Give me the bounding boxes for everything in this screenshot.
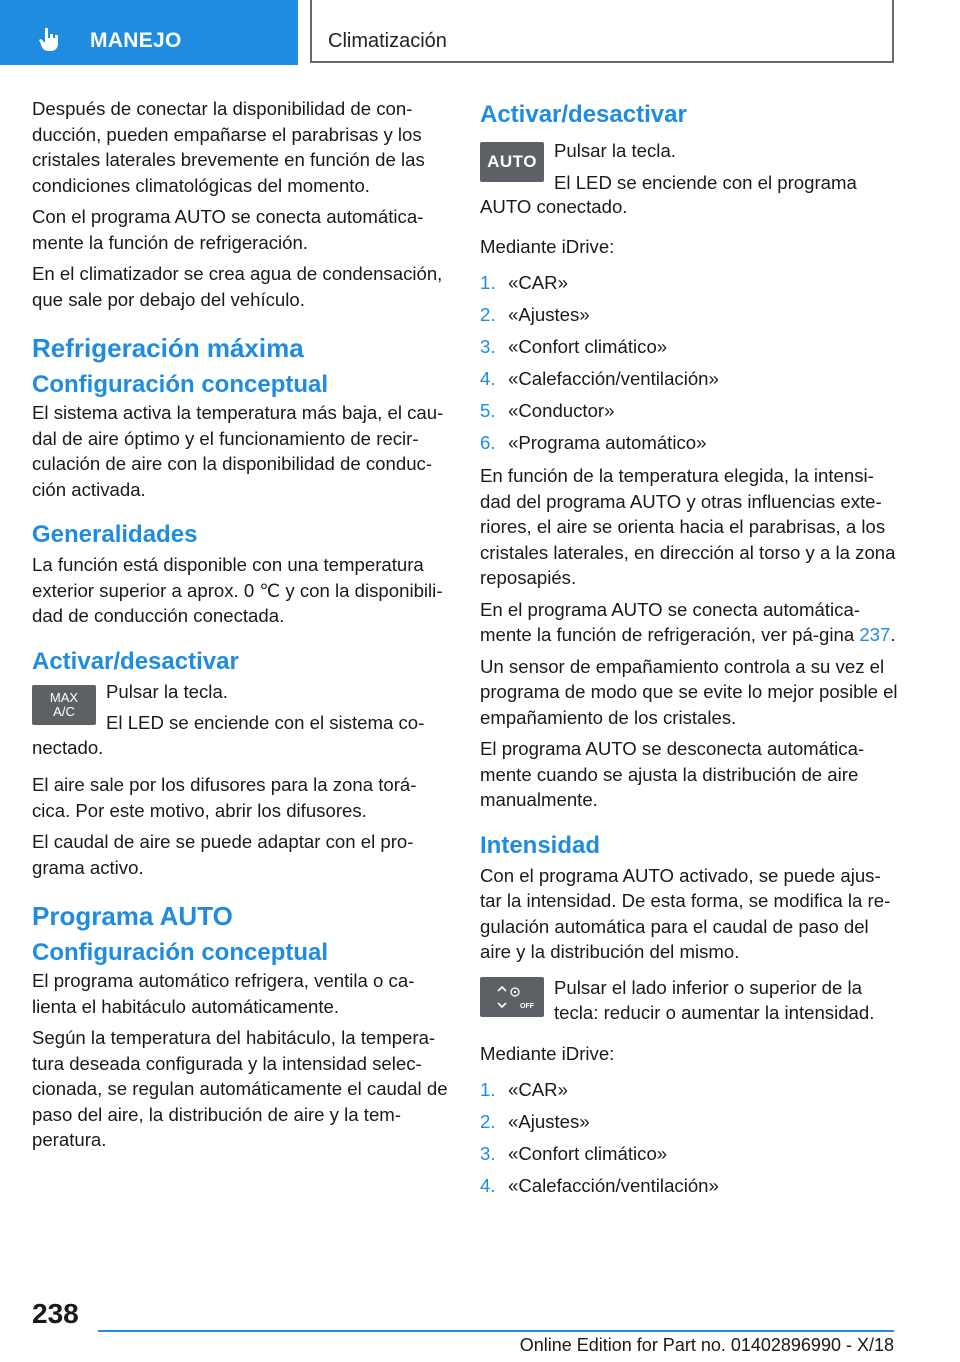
chapter-title: Climatización bbox=[328, 30, 447, 52]
key-label: MAX bbox=[49, 689, 79, 705]
paragraph: En el climatizador se crea agua de condensación, que sale por debajo del vehículo. bbox=[32, 263, 443, 310]
list-item: 5. «Conductor» bbox=[480, 400, 615, 421]
intensity-key-icon bbox=[480, 977, 544, 1017]
fan-intensity-icon bbox=[492, 982, 532, 1012]
list-item: 1. «CAR» bbox=[480, 1079, 568, 1100]
paragraph: Con el programa AUTO activado, se puede ajus-tar la intensidad. De esta forma, se modifica la re-gulación automática para el caudal de paso del aire y la distribución del mismo. bbox=[480, 864, 891, 962]
max-ac-key-icon bbox=[32, 685, 96, 725]
hand-pointer-icon bbox=[38, 26, 62, 52]
paragraph: Pulsar la tecla. bbox=[554, 140, 676, 161]
page-link[interactable]: 237 bbox=[859, 624, 891, 645]
paragraph: Mediante iDrive: bbox=[480, 235, 615, 257]
paragraph: Pulsar la tecla. bbox=[106, 680, 228, 702]
intensity-instruction bbox=[480, 975, 898, 1041]
auto-key-icon bbox=[480, 142, 544, 182]
paragraph: Después de conectar la disponibilidad de con-ducción, pueden empañarse el parabrisas y los cristales laterales brevemente en función de las condiciones climatológicas del momento. bbox=[32, 98, 425, 196]
paragraph: nectado. bbox=[32, 736, 104, 758]
list-item: 1. «CAR» bbox=[480, 272, 568, 293]
maxac-instruction bbox=[32, 679, 450, 739]
paragraph: El programa AUTO se desconecta automática-mente cuando se ajusta la distribución de aire manualmente. bbox=[480, 738, 865, 810]
heading-programa-auto: Programa AUTO bbox=[32, 901, 233, 931]
paragraph: El LED se enciende con el sistema co- bbox=[106, 712, 425, 733]
list-item: 3. «Confort climático» bbox=[480, 1143, 668, 1164]
paragraph: Según la temperatura del habitáculo, la tempera-tura deseada configurada y la intensidad selec-cionada, se regulan automáticamente el caudal de paso del aire, la distribución de aire y la tem-peratura. bbox=[32, 1027, 448, 1150]
paragraph: Mediante iDrive: bbox=[480, 1042, 615, 1064]
section-tab[interactable] bbox=[0, 0, 298, 65]
heading-configuracion-conceptual: Configuración conceptual bbox=[32, 371, 329, 398]
list-item: 2. «Ajustes» bbox=[480, 1111, 590, 1132]
paragraph: La función está disponible con una temperatura exterior superior a aprox. 0 ℃ y con la disponibili-dad de conducción conectada. bbox=[32, 554, 443, 626]
paragraph: El LED se enciende con el programa bbox=[554, 171, 857, 193]
idrive-steps bbox=[480, 267, 898, 459]
page-number: 238 bbox=[32, 1298, 79, 1329]
paragraph: En función de la temperatura elegida, la intensi-dad del programa AUTO y otras influencias exte-riores, el aire se orienta hacia el parabrisas, a los cristales laterales, en dirección al torso y a la zona reposapiés. bbox=[480, 465, 896, 588]
key-label: OFF bbox=[520, 1002, 534, 1010]
paragraph: AUTO conectado. bbox=[480, 196, 628, 217]
heading-activar-desactivar: Activar/desactivar bbox=[32, 647, 239, 675]
heading-refrigeracion-maxima: Refrigeración máxima bbox=[32, 333, 304, 363]
left-column bbox=[32, 96, 450, 1159]
list-item: 3. «Confort climático» bbox=[480, 336, 668, 357]
right-column bbox=[480, 100, 898, 1206]
auto-instruction bbox=[480, 138, 898, 198]
paragraph: En el programa AUTO se conecta automática-mente la función de refrigeración, ver pá-gina 237. bbox=[480, 598, 896, 645]
edition-note: Online Edition for Part no. 01402896990 - X/18 bbox=[519, 1335, 894, 1355]
paragraph: El programa automático refrigera, ventila o ca-lienta el habitáculo automáticamente. bbox=[32, 970, 415, 1017]
paragraph: Un sensor de empañamiento controla a su vez el programa de modo que se evite lo mejor posible el empañamiento de los cristales. bbox=[480, 655, 898, 728]
list-item: 4. «Calefacción/ventilación» bbox=[480, 1175, 719, 1196]
heading-generalidades: Generalidades bbox=[32, 521, 198, 548]
footer-divider bbox=[98, 1330, 894, 1332]
heading-configuracion-conceptual: Configuración conceptual bbox=[32, 939, 329, 966]
list-item: 6. «Programa automático» bbox=[480, 432, 707, 453]
paragraph: El aire sale por los difusores para la zona torá-cica. Por este motivo, abrir los difusores. bbox=[32, 774, 417, 821]
key-label: AUTO bbox=[487, 152, 537, 171]
section-label: MANEJO bbox=[90, 29, 182, 52]
paragraph: Pulsar el lado inferior o superior de la tecla: reducir o aumentar la intensidad. bbox=[554, 976, 875, 1023]
list-item: 2. «Ajustes» bbox=[480, 304, 590, 325]
paragraph: El caudal de aire se puede adaptar con el pro-grama activo. bbox=[32, 831, 414, 878]
chapter-header bbox=[310, 0, 894, 63]
list-item: 4. «Calefacción/ventilación» bbox=[480, 368, 719, 389]
heading-activar-desactivar: Activar/desactivar bbox=[480, 101, 687, 128]
paragraph: Con el programa AUTO se conecta automática-mente la función de refrigeración. bbox=[32, 206, 424, 253]
key-label: A/C bbox=[53, 703, 75, 719]
heading-intensidad: Intensidad bbox=[480, 831, 601, 859]
idrive-steps bbox=[480, 1074, 898, 1202]
paragraph: El sistema activa la temperatura más baja, el cau-dal de aire óptimo y el funcionamiento de recir-culación de aire con la disponibilidad de conduc-ción activada. bbox=[32, 402, 444, 500]
